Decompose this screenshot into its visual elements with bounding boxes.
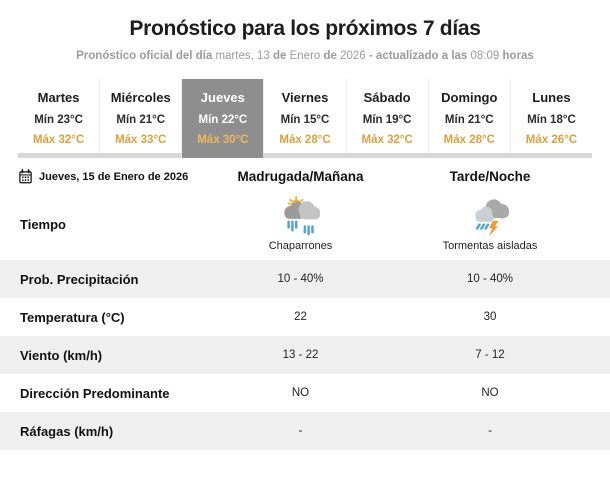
day-tab[interactable] (99, 79, 181, 153)
row-value-evening: 7 - 12 (475, 349, 505, 361)
subtitle-part: horas (502, 50, 534, 62)
subtitle-part: - actualizado a las (368, 50, 471, 62)
subtitle-part: Enero (289, 50, 324, 62)
day-min-temp: Mín 22°C (198, 114, 248, 126)
day-tab[interactable] (346, 79, 428, 153)
row-value-morning: - (298, 425, 303, 437)
day-tabs (18, 79, 592, 153)
row-label: Ráfagas (km/h) (20, 423, 114, 439)
day-min-temp: Mín 21°C (116, 114, 166, 126)
row-value-morning: 22 (294, 311, 307, 323)
day-min-temp: Mín 23°C (34, 114, 83, 126)
row-value-evening: - (488, 425, 492, 437)
day-name: Martes (37, 90, 80, 105)
subtitle-part: 08:09 (470, 50, 503, 62)
day-name: Miércoles (110, 90, 171, 105)
day-max-temp: Máx 26°C (525, 134, 578, 146)
table-row (0, 374, 610, 412)
detail-table (0, 260, 610, 450)
day-min-temp: Mín 19°C (362, 114, 412, 126)
subtitle-part: de (272, 50, 290, 62)
subtitle-part: Pronóstico oficial del día (76, 50, 216, 62)
row-value-morning: 10 - 40% (277, 273, 324, 285)
day-tab[interactable] (181, 79, 263, 158)
row-value-evening: 30 (483, 311, 497, 323)
row-value-evening: NO (481, 387, 499, 399)
day-max-temp: Máx 33°C (115, 134, 167, 146)
detail-date (18, 169, 213, 184)
day-tab[interactable] (18, 79, 99, 153)
condition-morning (213, 196, 388, 252)
day-min-temp: Mín 18°C (527, 114, 576, 126)
day-max-temp: Máx 32°C (32, 134, 85, 146)
day-tabs-underline (18, 153, 592, 158)
weather-row (0, 188, 610, 260)
day-max-temp: Máx 30°C (197, 134, 249, 146)
column-header-morning: Madrugada/Mañana (237, 169, 364, 184)
row-value-morning: NO (291, 387, 310, 399)
row-label: Viento (km/h) (20, 347, 103, 363)
thunderstorm-icon (467, 196, 513, 238)
day-max-temp: Máx 28°C (443, 134, 495, 146)
condition-evening-label: Tormentas aisladas (442, 240, 538, 252)
day-min-temp: Mín 15°C (280, 114, 330, 126)
day-name: Domingo (441, 90, 498, 105)
row-value-evening: 10 - 40% (466, 273, 514, 285)
table-row (0, 298, 610, 336)
subtitle-part: martes, 13 (215, 50, 273, 62)
day-max-temp: Máx 28°C (279, 134, 331, 146)
row-label: Prob. Precipitación (20, 271, 139, 287)
day-max-temp: Máx 32°C (361, 134, 413, 146)
day-name: Jueves (200, 90, 245, 105)
shower-rain-sun-icon (278, 196, 324, 238)
subtitle-part: 2026 (340, 50, 369, 62)
subtitle-part: de (323, 50, 341, 62)
weather-row-label: Tiempo (20, 216, 66, 232)
column-header-evening: Tarde/Noche (449, 169, 531, 184)
day-tab[interactable] (428, 79, 510, 153)
row-label: Dirección Predominante (20, 385, 170, 401)
condition-morning-label: Chaparrones (268, 240, 333, 252)
day-tab[interactable] (510, 79, 592, 153)
row-value-morning: 13 - 22 (282, 349, 319, 361)
condition-evening (388, 196, 592, 252)
page-subtitle (0, 50, 610, 62)
table-row (0, 260, 610, 298)
day-tab[interactable] (263, 79, 345, 153)
day-name: Sábado (363, 90, 411, 105)
row-label: Temperatura (°C) (20, 309, 125, 325)
detail-header (0, 169, 610, 184)
day-min-temp: Mín 21°C (444, 114, 494, 126)
detail-date-label: Jueves, 15 de Enero de 2026 (39, 170, 189, 183)
calendar-icon (18, 169, 33, 184)
page-title: Pronóstico para los próximos 7 días (129, 17, 481, 40)
day-name: Lunes (532, 90, 571, 105)
day-name: Viernes (281, 90, 329, 105)
table-row (0, 412, 610, 450)
table-row (0, 336, 610, 374)
